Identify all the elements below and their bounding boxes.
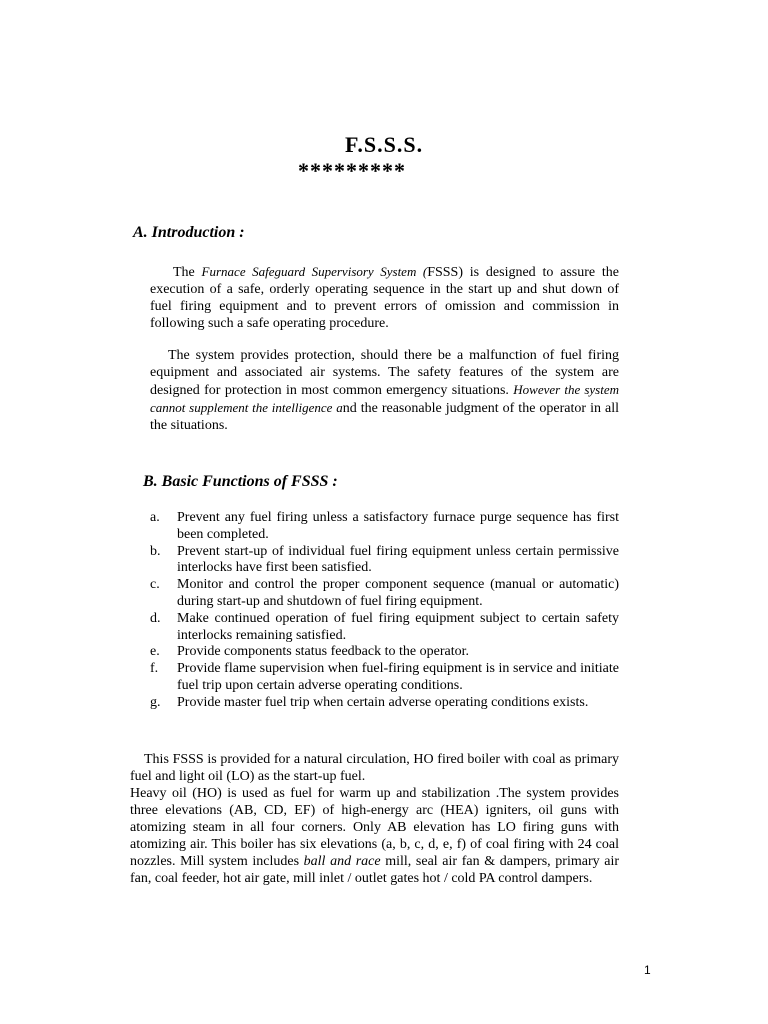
intro-p1-italic: Furnace Safeguard Supervisory System ( (201, 264, 428, 279)
list-item-text: Provide flame supervision when fuel-firing equipment is in service and initiate fuel trip upon certain adverse operating conditions. (177, 661, 619, 693)
section-a-heading: A. Introduction : (133, 224, 245, 241)
closing-line2-rest: mill, seal air fan & dampers, primary air fan, coal feeder, hot air gate, mill inlet / outlet gates hot / cold PA control dampers. (130, 854, 619, 886)
list-item (150, 577, 619, 611)
list-item-text: Prevent start-up of individual fuel firing equipment unless certain permissive interlocks have first been satisfied. (177, 543, 619, 576)
list-item-letter: c. (150, 577, 160, 593)
list-item (150, 644, 619, 661)
intro-p2-rest: nd the reasonable judgment of the operator in all the situations. (150, 401, 619, 433)
closing-line2-text: Heavy oil (HO) is used as fuel for warm up and stabilization .The system provides three elevations (AB, CD, EF) of high-energy arc (HEA) igniters, oil guns with atomizing steam in all four corners. Only AB elevation has LO firing guns with atomizing air. This boiler has six elevations (a, b, c, d, e, f) of coal firing with 24 coal nozzles. Mill system includes (130, 786, 619, 869)
title-asterisk-rule: ********* (298, 158, 406, 183)
list-item-text: Provide master fuel trip when certain adverse operating conditions exists. (177, 694, 589, 710)
intro-paragraph-2 (150, 347, 619, 434)
list-item-letter: f. (150, 661, 159, 677)
boiler-description (130, 751, 619, 887)
intro-p1-lead: The (173, 265, 202, 280)
intro-paragraph-1 (150, 263, 619, 332)
document-title: F.S.S.S. (344, 132, 424, 157)
list-item-text: Monitor and control the proper component sequence (manual or automatic) during start-up and shutdown of fuel firing equipment. (177, 577, 619, 609)
list-item-letter: e. (150, 644, 160, 660)
list-item-text: Make continued operation of fuel firing equipment subject to certain safety interlocks remaining satisfied. (177, 610, 619, 643)
list-item (150, 611, 619, 645)
intro-p2-italic: However the system cannot supplement the intelligence a (150, 382, 619, 415)
list-item (150, 510, 619, 544)
list-item (150, 661, 619, 695)
boiler-description-line2 (130, 785, 619, 887)
functions-list (150, 510, 619, 712)
section-b-heading: B. Basic Functions of FSSS : (143, 473, 338, 490)
closing-line2-italic: ball and race (303, 854, 381, 869)
list-item (150, 695, 619, 712)
list-item (150, 544, 619, 578)
closing-line1-text: This FSSS is provided for a natural circulation, HO fired boiler with coal as primary fuel and light oil (LO) as the start-up fuel. (130, 752, 619, 784)
list-item-letter: g. (150, 694, 161, 710)
boiler-description-line1 (130, 751, 619, 785)
list-item-letter: b. (150, 543, 161, 559)
list-item-letter: d. (150, 610, 161, 626)
list-item-letter: a. (150, 510, 160, 525)
list-item-text: Prevent any fuel firing unless a satisfactory furnace purge sequence has first been completed. (177, 510, 619, 542)
page-number: 1 (644, 963, 651, 977)
list-item-text: Provide components status feedback to the operator. (177, 644, 469, 660)
intro-p2-text: The system provides protection, should there be a malfunction of fuel firing equipment and associated air systems. The safety features of the system are designed for protection in most common emergency situations. (150, 348, 619, 398)
intro-p1-rest: FSSS) is designed to assure the execution of a safe, orderly operating sequence in the start up and shut down of fuel firing equipment and to prevent errors of omission and commission in following such a safe operating procedure. (150, 265, 619, 331)
